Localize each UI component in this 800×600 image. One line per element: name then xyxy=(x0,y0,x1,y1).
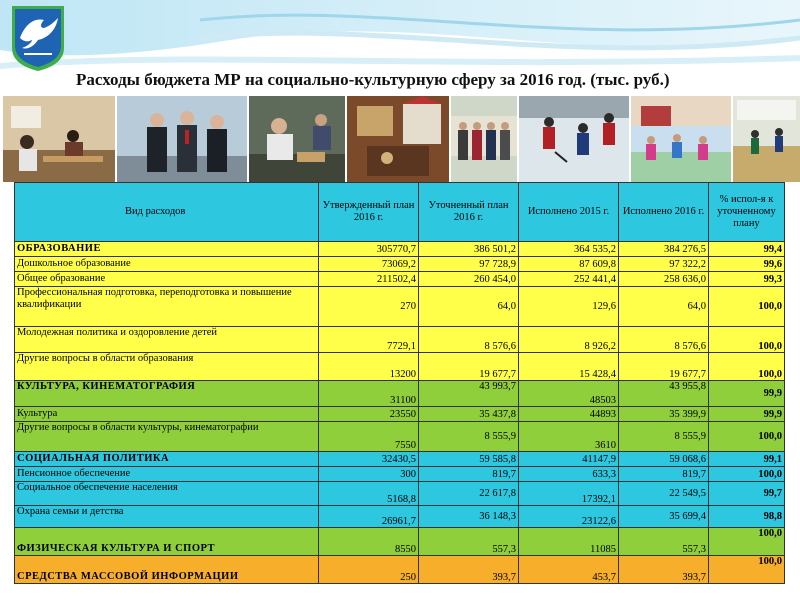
cell-approved: 7729,1 xyxy=(319,327,419,353)
cell-revised: 36 148,3 xyxy=(419,506,519,528)
cell-percent: 100,0 xyxy=(709,556,785,584)
cell-percent: 99,7 xyxy=(709,482,785,506)
cell-revised: 260 454,0 xyxy=(419,272,519,287)
cell-exec2016: 43 955,8 xyxy=(619,381,709,407)
meeting-photo xyxy=(117,96,247,182)
cell-approved: 300 xyxy=(319,467,419,482)
group-photo xyxy=(451,96,517,182)
cell-revised: 386 501,2 xyxy=(419,242,519,257)
cell-exec2015: 3610 xyxy=(519,422,619,452)
cell-percent: 100,0 xyxy=(709,467,785,482)
table-row xyxy=(15,482,785,506)
cell-approved: 13200 xyxy=(319,353,419,381)
cell-percent: 99,4 xyxy=(709,242,785,257)
cell-exec2015: 23122,6 xyxy=(519,506,619,528)
cell-approved: 32430,5 xyxy=(319,452,419,467)
row-name: Социальное обеспечение населения xyxy=(15,482,319,506)
cell-revised: 59 585,8 xyxy=(419,452,519,467)
row-name: Молодежная политика и оздоровление детей xyxy=(15,327,319,353)
cell-percent: 98,8 xyxy=(709,506,785,528)
cell-exec2015: 41147,9 xyxy=(519,452,619,467)
row-name: Профессиональная подготовка, переподготовка и повышение квалификации xyxy=(15,287,319,327)
table-row xyxy=(15,422,785,452)
photo-strip xyxy=(0,96,800,182)
cell-revised: 22 617,8 xyxy=(419,482,519,506)
cell-approved: 31100 xyxy=(319,381,419,407)
cell-exec2015: 364 535,2 xyxy=(519,242,619,257)
cell-percent: 99,6 xyxy=(709,257,785,272)
cell-approved: 26961,7 xyxy=(319,506,419,528)
dance-photo xyxy=(631,96,731,182)
row-name: Общее образование xyxy=(15,272,319,287)
row-name: Культура xyxy=(15,407,319,422)
table-row xyxy=(15,327,785,353)
cell-exec2016: 8 555,9 xyxy=(619,422,709,452)
cell-approved: 7550 xyxy=(319,422,419,452)
cell-exec2016: 557,3 xyxy=(619,528,709,556)
cell-exec2016: 64,0 xyxy=(619,287,709,327)
cell-approved: 23550 xyxy=(319,407,419,422)
cell-revised: 8 576,6 xyxy=(419,327,519,353)
budget-table xyxy=(14,182,785,584)
cell-exec2015: 11085 xyxy=(519,528,619,556)
header-approved-plan: Утвержденный план 2016 г. xyxy=(319,183,419,242)
table-row xyxy=(15,381,785,407)
header-revised-plan: Уточненный план 2016 г. xyxy=(419,183,519,242)
table-row xyxy=(15,272,785,287)
cell-percent: 99,9 xyxy=(709,407,785,422)
cell-exec2015: 44893 xyxy=(519,407,619,422)
table-row xyxy=(15,506,785,528)
table-row xyxy=(15,257,785,272)
row-name: Дошкольное образование xyxy=(15,257,319,272)
cell-percent: 99,9 xyxy=(709,381,785,407)
table-row xyxy=(15,242,785,257)
cell-percent: 99,1 xyxy=(709,452,785,467)
table-row xyxy=(15,467,785,482)
cell-exec2015: 87 609,8 xyxy=(519,257,619,272)
cell-exec2016: 59 068,6 xyxy=(619,452,709,467)
cell-revised: 393,7 xyxy=(419,556,519,584)
cell-exec2015: 48503 xyxy=(519,381,619,407)
row-name: СРЕДСТВА МАССОВОЙ ИНФОРМАЦИИ xyxy=(15,556,319,584)
cell-revised: 819,7 xyxy=(419,467,519,482)
cell-percent: 100,0 xyxy=(709,287,785,327)
cell-exec2015: 453,7 xyxy=(519,556,619,584)
row-name: Охрана семьи и детства xyxy=(15,506,319,528)
cell-revised: 557,3 xyxy=(419,528,519,556)
bird-emblem-icon xyxy=(10,4,66,72)
cell-exec2016: 19 677,7 xyxy=(619,353,709,381)
cell-percent: 100,0 xyxy=(709,422,785,452)
table-header-row xyxy=(15,183,785,242)
cell-percent: 99,3 xyxy=(709,272,785,287)
cell-approved: 305770,7 xyxy=(319,242,419,257)
table-row xyxy=(15,452,785,467)
cell-approved: 270 xyxy=(319,287,419,327)
cell-approved: 250 xyxy=(319,556,419,584)
cell-revised: 64,0 xyxy=(419,287,519,327)
table-row xyxy=(15,287,785,327)
row-name: ФИЗИЧЕСКАЯ КУЛЬТУРА И СПОРТ xyxy=(15,528,319,556)
row-name: СОЦИАЛЬНАЯ ПОЛИТИКА xyxy=(15,452,319,467)
cell-exec2015: 633,3 xyxy=(519,467,619,482)
museum-photo xyxy=(347,96,449,182)
cell-exec2015: 252 441,4 xyxy=(519,272,619,287)
header-expense-type: Вид расходов xyxy=(15,183,319,242)
row-name: ОБРАЗОВАНИЕ xyxy=(15,242,319,257)
sport-hall-photo xyxy=(733,96,800,182)
cell-revised: 8 555,9 xyxy=(419,422,519,452)
table-row xyxy=(15,353,785,381)
cell-percent: 100,0 xyxy=(709,528,785,556)
cell-exec2016: 384 276,5 xyxy=(619,242,709,257)
cell-revised: 35 437,8 xyxy=(419,407,519,422)
cell-exec2015: 15 428,4 xyxy=(519,353,619,381)
hockey-photo xyxy=(519,96,629,182)
row-name: Пенсионное обеспечение xyxy=(15,467,319,482)
cell-percent: 100,0 xyxy=(709,327,785,353)
cell-revised: 97 728,9 xyxy=(419,257,519,272)
header-executed-2016: Исполнено 2016 г. xyxy=(619,183,709,242)
cell-exec2016: 393,7 xyxy=(619,556,709,584)
cell-exec2016: 8 576,6 xyxy=(619,327,709,353)
cell-exec2016: 22 549,5 xyxy=(619,482,709,506)
cell-exec2016: 819,7 xyxy=(619,467,709,482)
chess-photo xyxy=(249,96,345,182)
header-executed-2015: Исполнено 2015 г. xyxy=(519,183,619,242)
cell-approved: 73069,2 xyxy=(319,257,419,272)
row-name: Другие вопросы в области образования xyxy=(15,353,319,381)
cell-exec2016: 35 399,9 xyxy=(619,407,709,422)
cell-exec2015: 129,6 xyxy=(519,287,619,327)
row-name: Другие вопросы в области культуры, кинематографии xyxy=(15,422,319,452)
cell-exec2015: 17392,1 xyxy=(519,482,619,506)
cell-exec2016: 97 322,2 xyxy=(619,257,709,272)
row-name: КУЛЬТУРА, КИНЕМАТОГРАФИЯ xyxy=(15,381,319,407)
classroom-photo xyxy=(3,96,115,182)
cell-approved: 211502,4 xyxy=(319,272,419,287)
cell-percent: 100,0 xyxy=(709,353,785,381)
cell-exec2015: 8 926,2 xyxy=(519,327,619,353)
header-percent-execution: % испол-я к уточненному плану xyxy=(709,183,785,242)
page-title: Расходы бюджета МР на социально-культурную сферу за 2016 год. (тыс. руб.) xyxy=(76,70,670,89)
cell-revised: 43 993,7 xyxy=(419,381,519,407)
cell-approved: 5168,8 xyxy=(319,482,419,506)
cell-exec2016: 35 699,4 xyxy=(619,506,709,528)
cell-revised: 19 677,7 xyxy=(419,353,519,381)
table-row xyxy=(15,528,785,556)
cell-approved: 8550 xyxy=(319,528,419,556)
cell-exec2016: 258 636,0 xyxy=(619,272,709,287)
table-row xyxy=(15,556,785,584)
table-row xyxy=(15,407,785,422)
